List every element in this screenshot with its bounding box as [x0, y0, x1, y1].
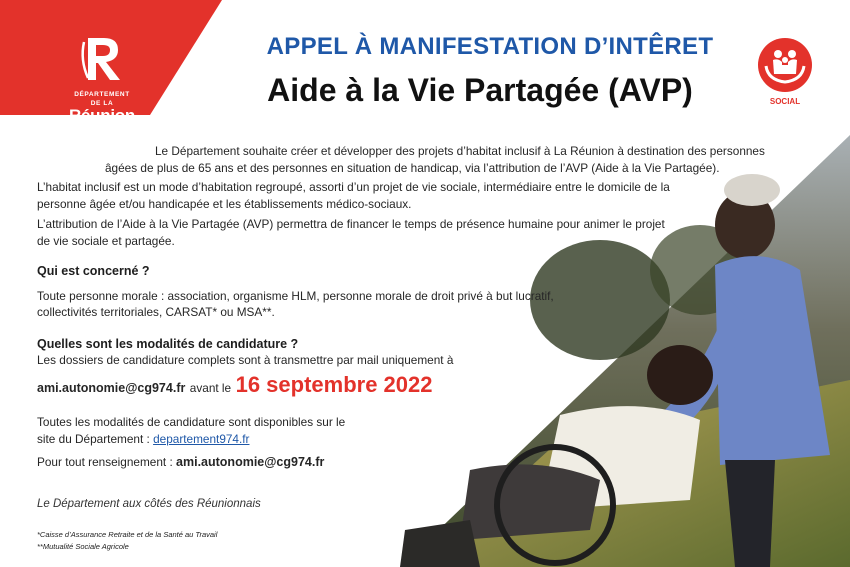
concerned-heading: Qui est concerné ?: [37, 264, 150, 278]
site-prefix: site du Département :: [37, 432, 150, 446]
intro-p3-line1: L’attribution de l’Aide à la Vie Partagée (AVP) permettra de financer le temps de présence humaine pour animer le projet: [37, 217, 665, 231]
intro-p1-line2: âgées de plus de 65 ans et des personnes en situation de handicap, via l’attribution de l’AVP (Aide à la Vie Partagée).: [105, 161, 720, 175]
page-title: APPEL À MANIFESTATION D’INTÊRET: [266, 33, 714, 60]
concerned-line1: Toute personne morale : association, organisme HLM, personne morale de droit privé à but lucratif,: [37, 289, 554, 303]
intro-p2-line1: L’habitat inclusif est un mode d’habitation regroupé, assorti d’un projet de vie sociale, intermédiaire entre le domicile de la: [37, 180, 670, 194]
info-line2: [37, 431, 249, 449]
before-label: avant le: [189, 381, 232, 395]
info-line1: Toutes les modalités de candidature sont disponibles sur le: [37, 415, 346, 429]
logo-line3: Réunion: [69, 106, 135, 125]
deadline-date: 16 septembre 2022: [235, 372, 433, 397]
site-link[interactable]: departement974.fr: [153, 432, 250, 446]
departement-logo: [62, 34, 142, 125]
family-hands-icon: [758, 38, 812, 92]
concerned-line2: collectivités territoriales, CARSAT* ou MSA**.: [37, 305, 275, 319]
contact-line: [37, 454, 324, 472]
logo-line2: DE LA: [90, 100, 114, 107]
contact-email[interactable]: ami.autonomie@cg974.fr: [176, 455, 325, 469]
intro-p3-line2: de vie sociale et partagée.: [37, 234, 175, 248]
submission-email[interactable]: ami.autonomie@cg974.fr: [37, 381, 186, 395]
modalities-heading: Quelles sont les modalités de candidature ?: [37, 337, 299, 351]
modalities-line1: Les dossiers de candidature complets sont à transmettre par mail uniquement à: [37, 353, 454, 367]
deadline-row: [37, 372, 432, 398]
intro-p2-line2: personne âgée et/ou handicapée et les établissements médico-sociaux.: [37, 197, 412, 211]
contact-prefix: Pour tout renseignement :: [37, 455, 173, 469]
social-badge: [758, 38, 812, 92]
footnote-msa: **Mutualité Sociale Agricole: [37, 542, 129, 551]
page-subtitle: Aide à la Vie Partagée (AVP): [267, 72, 693, 108]
logo-line1: DÉPARTEMENT: [74, 91, 130, 98]
tagline: Le Département aux côtés des Réunionnais: [37, 498, 261, 510]
footnote-carsat: *Caisse d’Assurance Retraite et de la Santé au Travail: [37, 530, 218, 539]
intro-p1-line1: Le Département souhaite créer et développer des projets d’habitat inclusif à La Réunion à destination des personnes: [155, 144, 765, 158]
r-logo-icon: [78, 34, 126, 84]
social-label: SOCIAL: [769, 97, 801, 106]
